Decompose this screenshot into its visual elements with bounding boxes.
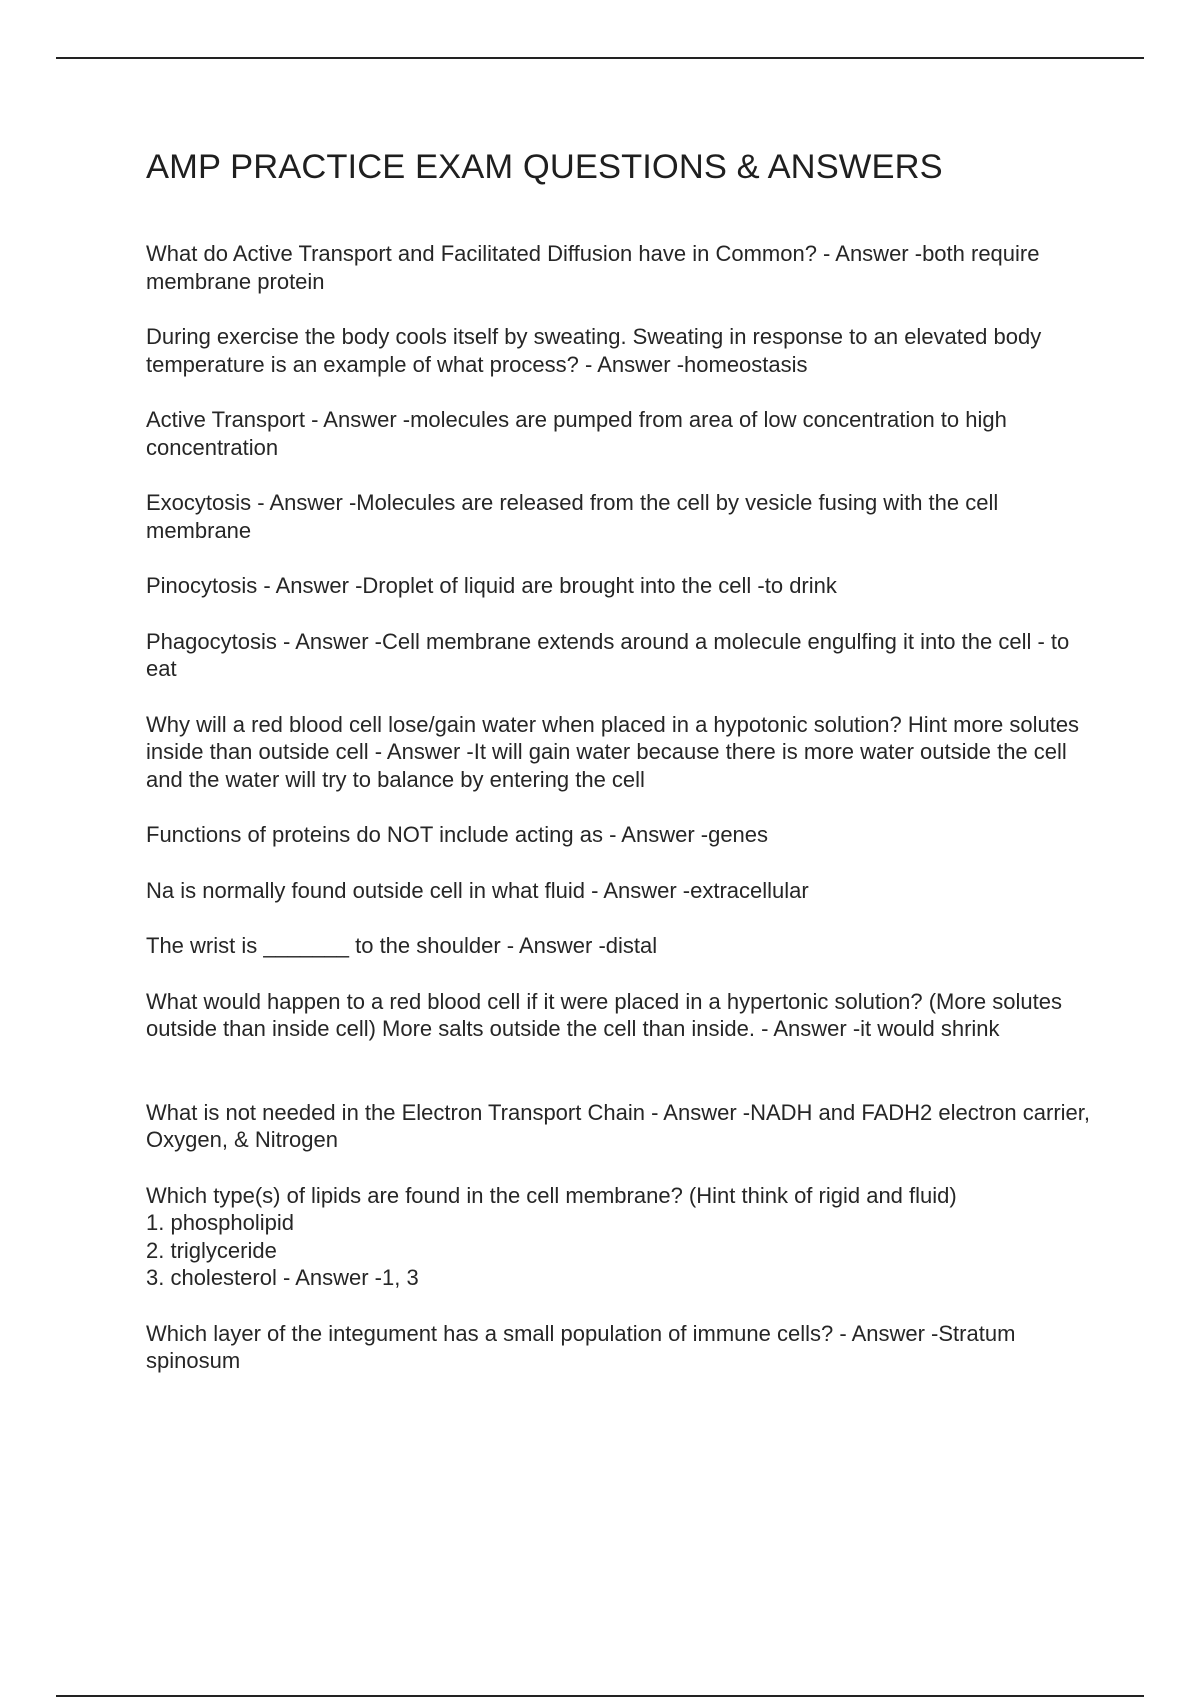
qa-item: What do Active Transport and Facilitated Diffusion have in Common? - Answer -both require membrane protein	[146, 241, 1040, 294]
top-divider	[56, 57, 1144, 59]
qa-item: Which layer of the integument has a small population of immune cells? - Answer -Stratum spinosum	[146, 1320, 1016, 1373]
qa-list	[146, 240, 1096, 1375]
qa-item: What would happen to a red blood cell if it were placed in a hypertonic solution? (More solutes outside than inside cell) More salts outside the cell than inside. - Answer -it would shrink	[146, 988, 1062, 1041]
qa-item: Active Transport - Answer -molecules are pumped from area of low concentration to high concentration	[146, 407, 1007, 460]
bottom-divider	[56, 1695, 1144, 1697]
document-body	[146, 138, 1096, 1403]
qa-item: Functions of proteins do NOT include acting as - Answer -genes	[146, 822, 769, 847]
qa-item: What is not needed in the Electron Transport Chain - Answer -NADH and FADH2 electron carrier, Oxygen, & Nitrogen	[146, 1099, 1090, 1152]
qa-item: Pinocytosis - Answer -Droplet of liquid are brought into the cell -to drink	[146, 573, 837, 598]
qa-item: Exocytosis - Answer -Molecules are released from the cell by vesicle fusing with the cell membrane	[146, 490, 999, 543]
qa-item: Which type(s) of lipids are found in the cell membrane? (Hint think of rigid and fluid) 1. phospholipid 2. triglyceride 3. cholesterol - Answer -1, 3	[146, 1182, 957, 1290]
qa-item: During exercise the body cools itself by sweating. Sweating in response to an elevated body temperature is an example of what process? - Answer -homeostasis	[146, 324, 1042, 377]
qa-item: The wrist is _______ to the shoulder - Answer -distal	[146, 933, 658, 958]
qa-item: Why will a red blood cell lose/gain water when placed in a hypotonic solution? Hint more solutes inside than outside cell - Answer -It will gain water because there is more water outside the cell and the water will try to balance by entering the cell	[146, 711, 1080, 792]
qa-item: Na is normally found outside cell in what fluid - Answer -extracellular	[146, 877, 809, 903]
document-title: AMP PRACTICE EXAM QUESTIONS & ANSWERS	[146, 148, 943, 186]
qa-item: Phagocytosis - Answer -Cell membrane extends around a molecule engulfing it into the cell - to eat	[146, 628, 1070, 681]
